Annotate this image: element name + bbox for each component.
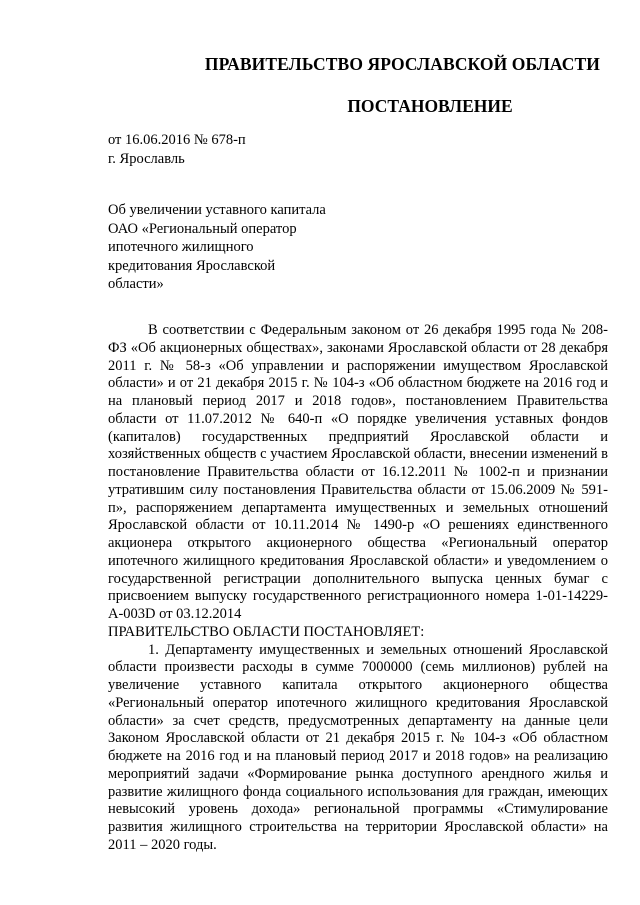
subject-line: кредитования Ярославской — [108, 257, 276, 274]
city: г. Ярославль — [108, 151, 185, 167]
government-title: ПРАВИТЕЛЬСТВО ЯРОСЛАВСКОЙ ОБЛАСТИ — [204, 54, 600, 74]
resolve-clause: ПРАВИТЕЛЬСТВО ОБЛАСТИ ПОСТАНОВЛЯЕТ: — [108, 623, 425, 640]
document-meta — [108, 131, 246, 169]
document-subject — [108, 201, 368, 294]
document-body — [108, 322, 608, 855]
item-1-paragraph: 1. Департаменту имущественных и земельных отношений Ярославской области произвести расходы в сумме 7000000 (семь миллионов) рублей на увеличение уставного капитала открытого акционерного общества «Региональный оператор ипотечного жилищного кредитования Ярославской области» за счет средств, предусмотренных департаменту на данные цели Законом Ярославской области от 21 декабря 2015 г. № 104-з «Об областном бюджете на 2016 год и на плановый период 2017 и 2018 годов» на реализацию мероприятий задачи «Формирование рынка доступного арендного жилья и развитие жилищного фонда социального использования для граждан, имеющих невысокий уровень дохода» региональной программы «Стимулирование развития жилищного строительства на территории Ярославской области» на 2011 – 2020 годы. — [108, 641, 608, 853]
date-number: от 16.06.2016 № 678-п — [108, 132, 246, 148]
subject-line: области» — [108, 276, 164, 292]
subject-line: ОАО «Региональный оператор — [108, 220, 297, 237]
preamble-paragraph: В соответствии с Федеральным законом от 26 декабря 1995 года № 208-ФЗ «Об акционерных обществах», законами Ярославской области от 28 декабря 2011 г. № 58-з «Об управлении и распоряжении имуществом Ярославской области» и от 21 декабря 2015 г. № 104-з «Об областном бюджете на 2016 год и на плановый период 2017 и 2018 годов», постановлением Правительства области от 11.07.2012 № 640-п «О порядке увеличения уставных фондов (капиталов) государственных предприятий Ярославской области и хозяйственных обществ с участием Ярославской области, внесении изменений в постановление Правительства области от 16.12.2011 № 1002-п и признании утратившим силу постановления Правительства области от 15.06.2009 № 591-п», распоряжением департамента имущественных и земельных отношений Ярославской области от 10.11.2014 № 1490-р «О решениях единственного акционера открытого акционерного общества «Региональный оператор ипотечного жилищного кредитования Ярославской области» и уведомлением о государственной регистрации дополнительного выпуска ценных бумаг с присвоением выпуску государственного регистрационного номера 1-01-14229-А-003D от 03.12.2014 — [108, 322, 608, 622]
document-type: ПОСТАНОВЛЕНИЕ — [347, 96, 513, 116]
subject-line: ипотечного жилищного — [108, 239, 254, 255]
subject-line: Об увеличении уставного капитала — [108, 202, 326, 218]
